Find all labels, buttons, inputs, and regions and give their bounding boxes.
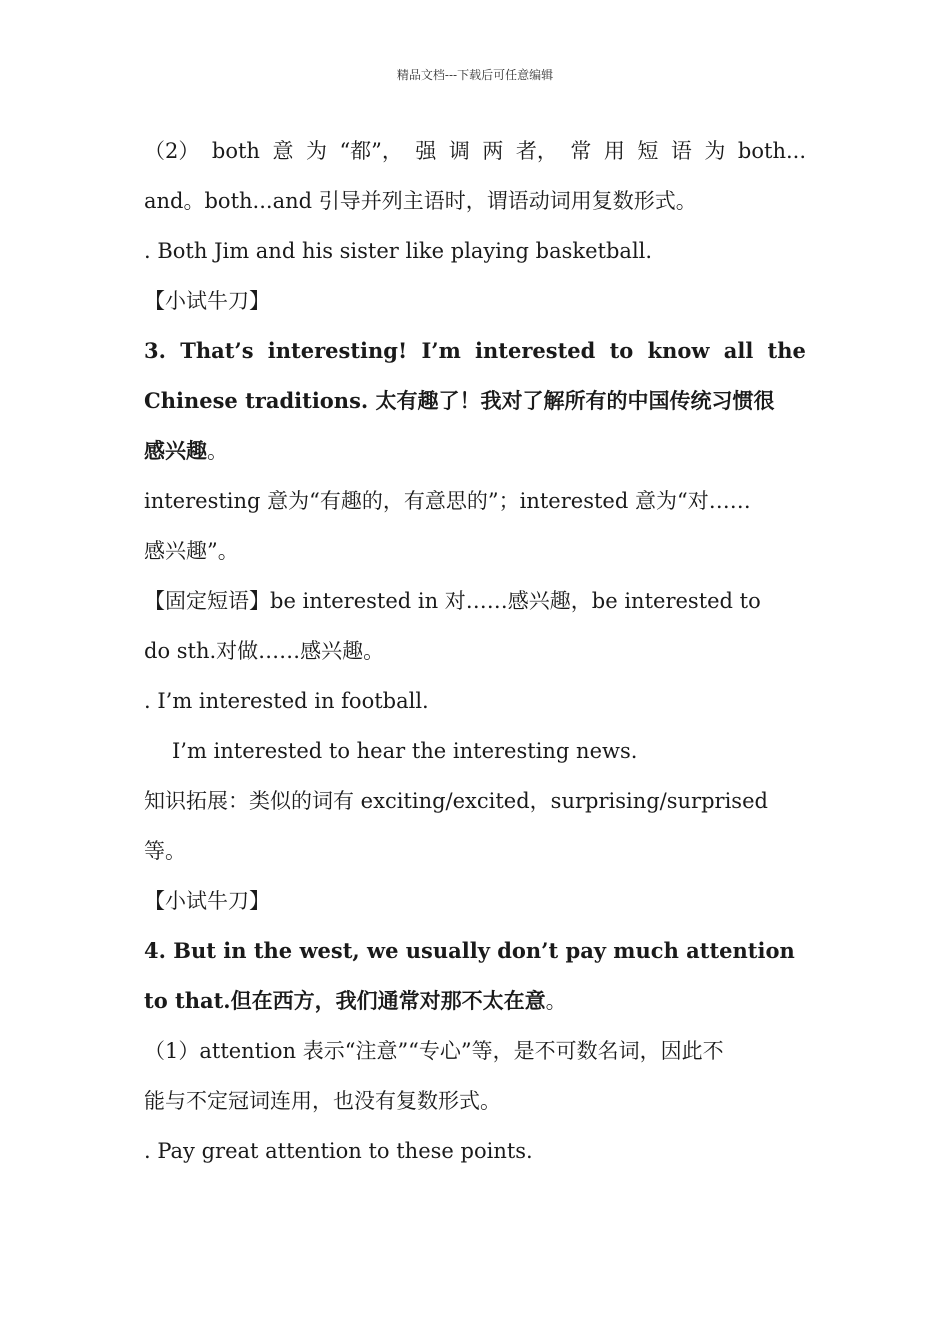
section-3-title-tail-punct: 。	[207, 439, 228, 463]
both-explanation-word: 为	[704, 139, 726, 163]
interesting-explanation-line-2: 感兴趣”。	[144, 539, 239, 563]
document-body	[144, 126, 806, 1176]
section-3-title-word: all	[723, 338, 754, 363]
section-interesting	[144, 326, 806, 926]
page-header: 精品文档---下载后可任意编辑	[396, 68, 554, 82]
both-explanation-line-1	[144, 126, 806, 176]
section-3-title-word: 3.	[144, 338, 166, 363]
both-explanation-word: 意	[272, 139, 294, 163]
both-example-sentence: . Both Jim and his sister like playing basketball.	[144, 239, 653, 263]
interested-example-1: . I’m interested in football.	[144, 689, 429, 713]
section-3-title-word: the	[767, 338, 806, 363]
section-4-title-line-2	[144, 976, 806, 1026]
section-3-title-word: interesting!	[267, 338, 408, 363]
both-explanation-word: 为	[305, 139, 327, 163]
section-3-title-tail-bold: 感兴趣	[144, 438, 207, 463]
section-attention	[144, 926, 806, 1176]
section-3-title-line-2: Chinese traditions. 太有趣了！我对了解所有的中国传统习惯很	[144, 388, 775, 413]
section-4-title-line-1: 4. But in the west, we usually don’t pay much attention	[144, 938, 795, 963]
attention-explanation-line-1: （1）attention 表示“注意”“专心”等，是不可数名词，因此不	[144, 1039, 724, 1063]
section-3-title-line-1	[144, 326, 806, 376]
attention-explanation-line-2: 能与不定冠词连用，也没有复数形式。	[144, 1089, 501, 1113]
both-explanation-word: 调	[448, 139, 470, 163]
both-explanation-word: 常	[570, 139, 592, 163]
knowledge-extension-line-1: 知识拓展：类似的词有 exciting/excited，surprising/surprised	[144, 789, 768, 813]
section-3-title-word: know	[647, 338, 710, 363]
both-explanation-line-2: and。both...and 引导并列主语时，谓语动词用复数形式。	[144, 189, 697, 213]
both-explanation-word: 两	[482, 139, 504, 163]
both-explanation-word: 用	[603, 139, 625, 163]
both-explanation-word: both...	[737, 139, 806, 163]
section-both	[144, 126, 806, 326]
practice-heading: 【小试牛刀】	[144, 289, 270, 313]
both-explanation-word: “都”，	[339, 139, 403, 163]
knowledge-extension-line-2: 等。	[144, 839, 186, 863]
section-3-title-word: I’m	[421, 338, 461, 363]
section-4-title-punct: 。	[545, 989, 567, 1013]
interested-example-2: I’m interested to hear the interesting news.	[172, 739, 638, 763]
both-explanation-word: 者，	[515, 139, 558, 163]
section-3-title-line-3	[144, 426, 806, 476]
section-3-title-word: That’s	[180, 338, 254, 363]
fixed-phrase-line-1: 【固定短语】be interested in 对……感兴趣，be interested to	[144, 589, 761, 613]
attention-example-sentence: . Pay great attention to these points.	[144, 1139, 533, 1163]
both-explanation-word: 强	[415, 139, 437, 163]
interesting-explanation-line-1: interesting 意为“有趣的，有意思的”；interested 意为“对……	[144, 489, 751, 513]
fixed-phrase-line-2: do sth.对做……感兴趣。	[144, 639, 385, 663]
both-explanation-word: （2）	[144, 139, 200, 163]
practice-heading: 【小试牛刀】	[144, 889, 270, 913]
both-explanation-word: 短	[637, 139, 659, 163]
both-explanation-word: 语	[670, 139, 692, 163]
both-explanation-word: both	[211, 139, 260, 163]
section-3-title-word: to	[609, 338, 634, 363]
section-3-title-word: interested	[475, 338, 596, 363]
section-4-title-bold: to that.但在西方，我们通常对那不太在意	[144, 988, 546, 1013]
